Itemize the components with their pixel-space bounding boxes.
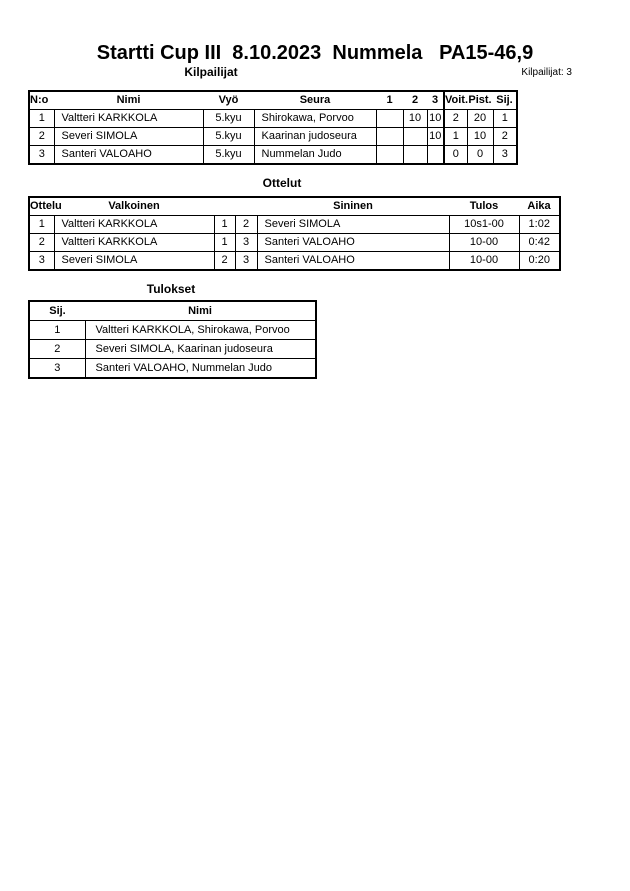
cell-time: 1:02 [519, 216, 560, 234]
cell-white-name: Valtteri KARKKOLA [54, 216, 214, 234]
cell-place: 2 [493, 128, 517, 146]
cell-no: 1 [29, 110, 54, 128]
cell-blue-name: Santeri VALOAHO [257, 252, 449, 271]
cell-points: 10 [467, 128, 493, 146]
cell-belt: 5.kyu [203, 128, 254, 146]
competitor-row [29, 146, 517, 165]
column-header-seura: Seura [254, 91, 376, 110]
section-title-tulokset: Tulokset [146, 282, 196, 296]
column-header-pist: Pist. [467, 91, 493, 110]
cell-name-club: Santeri VALOAHO, Nummelan Judo [85, 359, 316, 379]
results-table [28, 300, 317, 379]
cell-club: Kaarinan judoseura [254, 128, 376, 146]
cell-no: 2 [29, 128, 54, 146]
page-title: Startti Cup III 8.10.2023 Nummela PA15-46,9 [96, 42, 534, 64]
competitors-count: Kilpailijat: 3 [521, 67, 572, 78]
cell-match-no: 2 [29, 234, 54, 252]
cell-name-club: Severi SIMOLA, Kaarinan judoseura [85, 340, 316, 359]
cell-blue-name: Santeri VALOAHO [257, 234, 449, 252]
column-header-sij: Sij. [29, 301, 85, 321]
cell-score-1 [376, 146, 403, 165]
result-row [29, 359, 316, 379]
column-header-aika: Aika [519, 197, 560, 216]
cell-name: Santeri VALOAHO [54, 146, 203, 165]
cell-score-3 [427, 146, 444, 165]
cell-result: 10s1-00 [449, 216, 519, 234]
cell-name: Valtteri KARKKOLA [54, 110, 203, 128]
column-header-opp3: 3 [427, 91, 444, 110]
cell-place: 2 [29, 340, 85, 359]
column-header-voit: Voit. [444, 91, 467, 110]
match-row [29, 234, 560, 252]
cell-club: Nummelan Judo [254, 146, 376, 165]
cell-wins: 2 [444, 110, 467, 128]
cell-white-name: Valtteri KARKKOLA [54, 234, 214, 252]
cell-name-club: Valtteri KARKKOLA, Shirokawa, Porvoo [85, 321, 316, 340]
results-header-row [29, 301, 316, 321]
cell-place: 1 [493, 110, 517, 128]
result-row [29, 321, 316, 340]
cell-points: 0 [467, 146, 493, 165]
cell-result: 10-00 [449, 252, 519, 271]
competitor-row [29, 128, 517, 146]
column-header-opp2: 2 [403, 91, 427, 110]
cell-points: 20 [467, 110, 493, 128]
cell-score-2 [403, 128, 427, 146]
cell-place: 3 [493, 146, 517, 165]
cell-score-3: 10 [427, 128, 444, 146]
cell-white-name: Severi SIMOLA [54, 252, 214, 271]
cell-club: Shirokawa, Porvoo [254, 110, 376, 128]
column-header-white-no [214, 197, 235, 216]
cell-blue-name: Severi SIMOLA [257, 216, 449, 234]
cell-match-no: 1 [29, 216, 54, 234]
cell-place: 3 [29, 359, 85, 379]
competitor-row [29, 110, 517, 128]
cell-result: 10-00 [449, 234, 519, 252]
cell-score-2 [403, 146, 427, 165]
column-header-no: N:o [29, 91, 54, 110]
column-header-sininen: Sininen [257, 197, 449, 216]
section-title-kilpailijat: Kilpailijat [184, 65, 238, 79]
cell-white-no: 1 [214, 216, 235, 234]
competitors-table [28, 90, 518, 165]
column-header-nimi: Nimi [85, 301, 316, 321]
column-header-sij: Sij. [493, 91, 517, 110]
column-header-blue-no [235, 197, 257, 216]
cell-score-1 [376, 128, 403, 146]
cell-white-no: 1 [214, 234, 235, 252]
section-title-ottelut: Ottelut [262, 176, 302, 190]
cell-blue-no: 3 [235, 234, 257, 252]
cell-score-2: 10 [403, 110, 427, 128]
cell-belt: 5.kyu [203, 146, 254, 165]
cell-no: 3 [29, 146, 54, 165]
cell-wins: 1 [444, 128, 467, 146]
cell-white-no: 2 [214, 252, 235, 271]
cell-match-no: 3 [29, 252, 54, 271]
column-header-nimi: Nimi [54, 91, 203, 110]
column-header-ottelu: Ottelu [29, 197, 54, 216]
cell-blue-no: 2 [235, 216, 257, 234]
column-header-opp1: 1 [376, 91, 403, 110]
cell-score-3: 10 [427, 110, 444, 128]
column-header-tulos: Tulos [449, 197, 519, 216]
match-row [29, 252, 560, 271]
cell-place: 1 [29, 321, 85, 340]
result-row [29, 340, 316, 359]
match-row [29, 216, 560, 234]
cell-score-1 [376, 110, 403, 128]
column-header-vyo: Vyö [203, 91, 254, 110]
cell-wins: 0 [444, 146, 467, 165]
cell-blue-no: 3 [235, 252, 257, 271]
cell-time: 0:20 [519, 252, 560, 271]
matches-table [28, 196, 561, 271]
cell-name: Severi SIMOLA [54, 128, 203, 146]
competitors-header-row [29, 91, 517, 110]
column-header-valkoinen: Valkoinen [54, 197, 214, 216]
cell-belt: 5.kyu [203, 110, 254, 128]
matches-header-row [29, 197, 560, 216]
cell-time: 0:42 [519, 234, 560, 252]
